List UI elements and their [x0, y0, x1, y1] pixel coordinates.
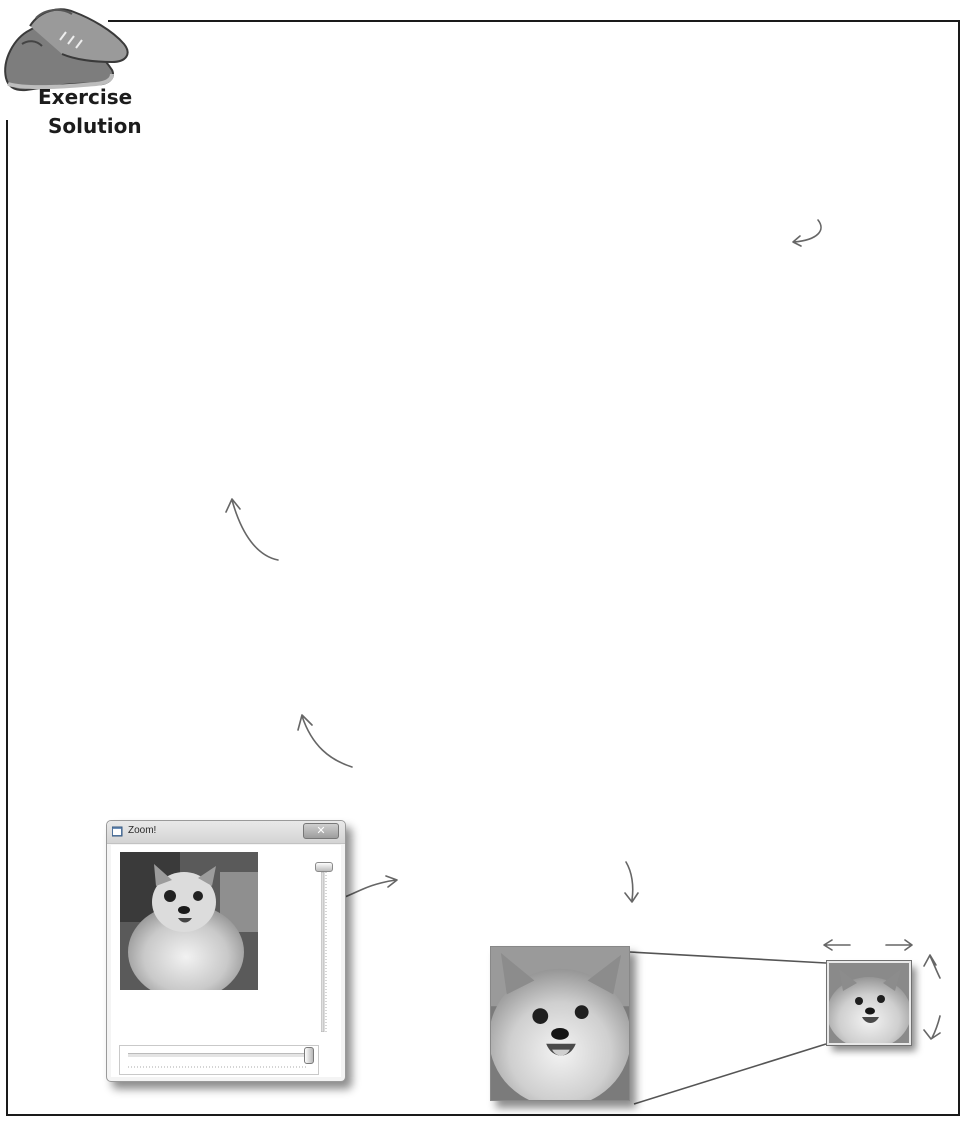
exercise-title-line1: Exercise	[38, 85, 133, 109]
zoom-window	[106, 820, 346, 1082]
window-title-bar[interactable]	[107, 821, 345, 844]
close-button[interactable]	[303, 823, 339, 839]
picture-box-dog	[120, 852, 258, 990]
zoom-connector-top	[630, 952, 826, 963]
small-dog-image	[827, 961, 911, 1045]
curved-arrow-icon-left-upper	[226, 499, 278, 560]
curved-arrow-icon-left-lower	[298, 715, 352, 767]
window-client-area	[111, 845, 341, 1077]
horizontal-trackbar-track	[128, 1053, 308, 1058]
vertical-trackbar-thumb[interactable]	[315, 862, 333, 872]
curved-arrow-icon-top-right	[793, 220, 821, 246]
close-icon: ✕	[316, 824, 326, 837]
sneakers-icon	[5, 9, 127, 90]
vertical-trackbar[interactable]	[321, 872, 327, 1032]
zoom-connector-bottom	[634, 1044, 826, 1104]
exercise-title-line2: Solution	[48, 114, 142, 138]
form-icon	[112, 826, 123, 837]
up-arrow-icon	[924, 955, 940, 978]
right-arrow-icon	[886, 940, 912, 950]
down-arrow-icon	[625, 862, 638, 902]
horizontal-trackbar[interactable]	[119, 1045, 319, 1075]
left-arrow-icon	[824, 940, 850, 950]
horizontal-trackbar-ticks	[128, 1066, 308, 1069]
zoomed-dog-image	[490, 946, 630, 1101]
horizontal-trackbar-thumb[interactable]	[304, 1047, 314, 1064]
window-title: Zoom!	[128, 825, 157, 836]
down-curve-arrow-icon	[924, 1016, 940, 1039]
